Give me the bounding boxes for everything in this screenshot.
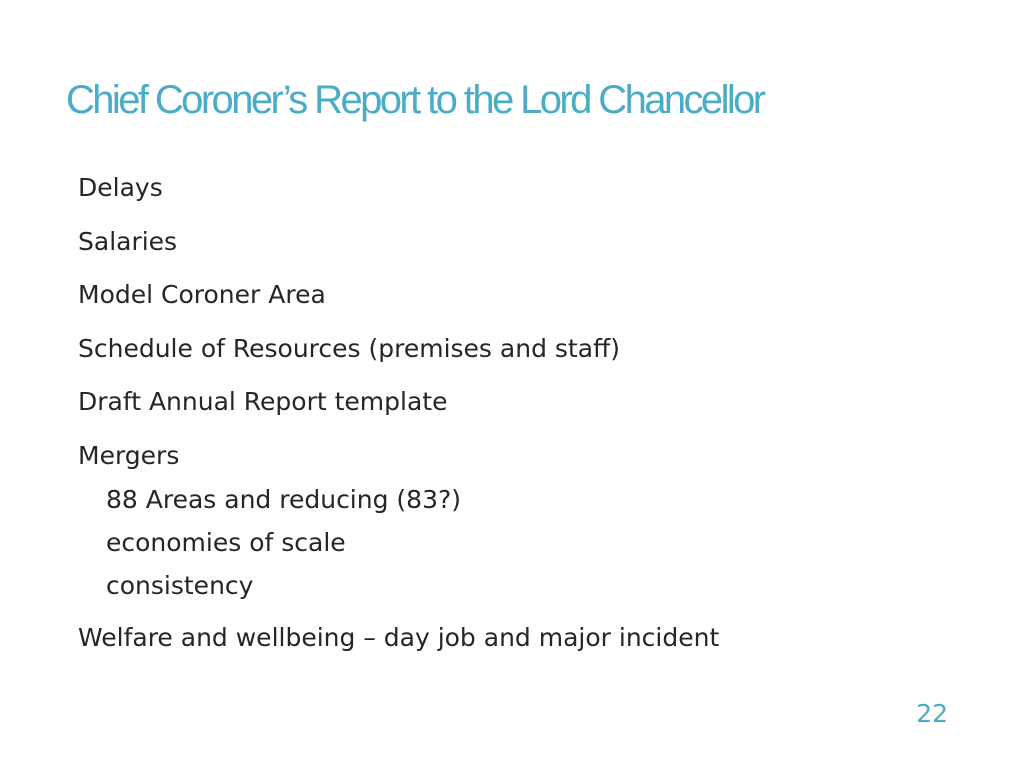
list-item: Salaries xyxy=(78,226,178,256)
sub-list-item: 88 Areas and reducing (83?) xyxy=(106,484,462,514)
sub-list-item: economies of scale xyxy=(106,527,346,557)
list-item: Schedule of Resources (premises and staff) xyxy=(78,333,621,363)
list-item: Model Coroner Area xyxy=(78,280,326,309)
slide-title: Chief Coroner’s Report to the Lord Chancellor xyxy=(66,78,764,122)
bullet-list xyxy=(78,166,978,670)
list-item: Welfare and wellbeing – day job and major incident xyxy=(78,623,720,652)
list-item-mergers xyxy=(78,434,978,607)
list-item: Draft Annual Report template xyxy=(78,387,448,416)
list-item-label: Mergers xyxy=(78,440,180,470)
list-item: Delays xyxy=(78,173,163,202)
sub-list-item: consistency xyxy=(106,570,254,600)
page-number: 22 xyxy=(916,699,948,728)
